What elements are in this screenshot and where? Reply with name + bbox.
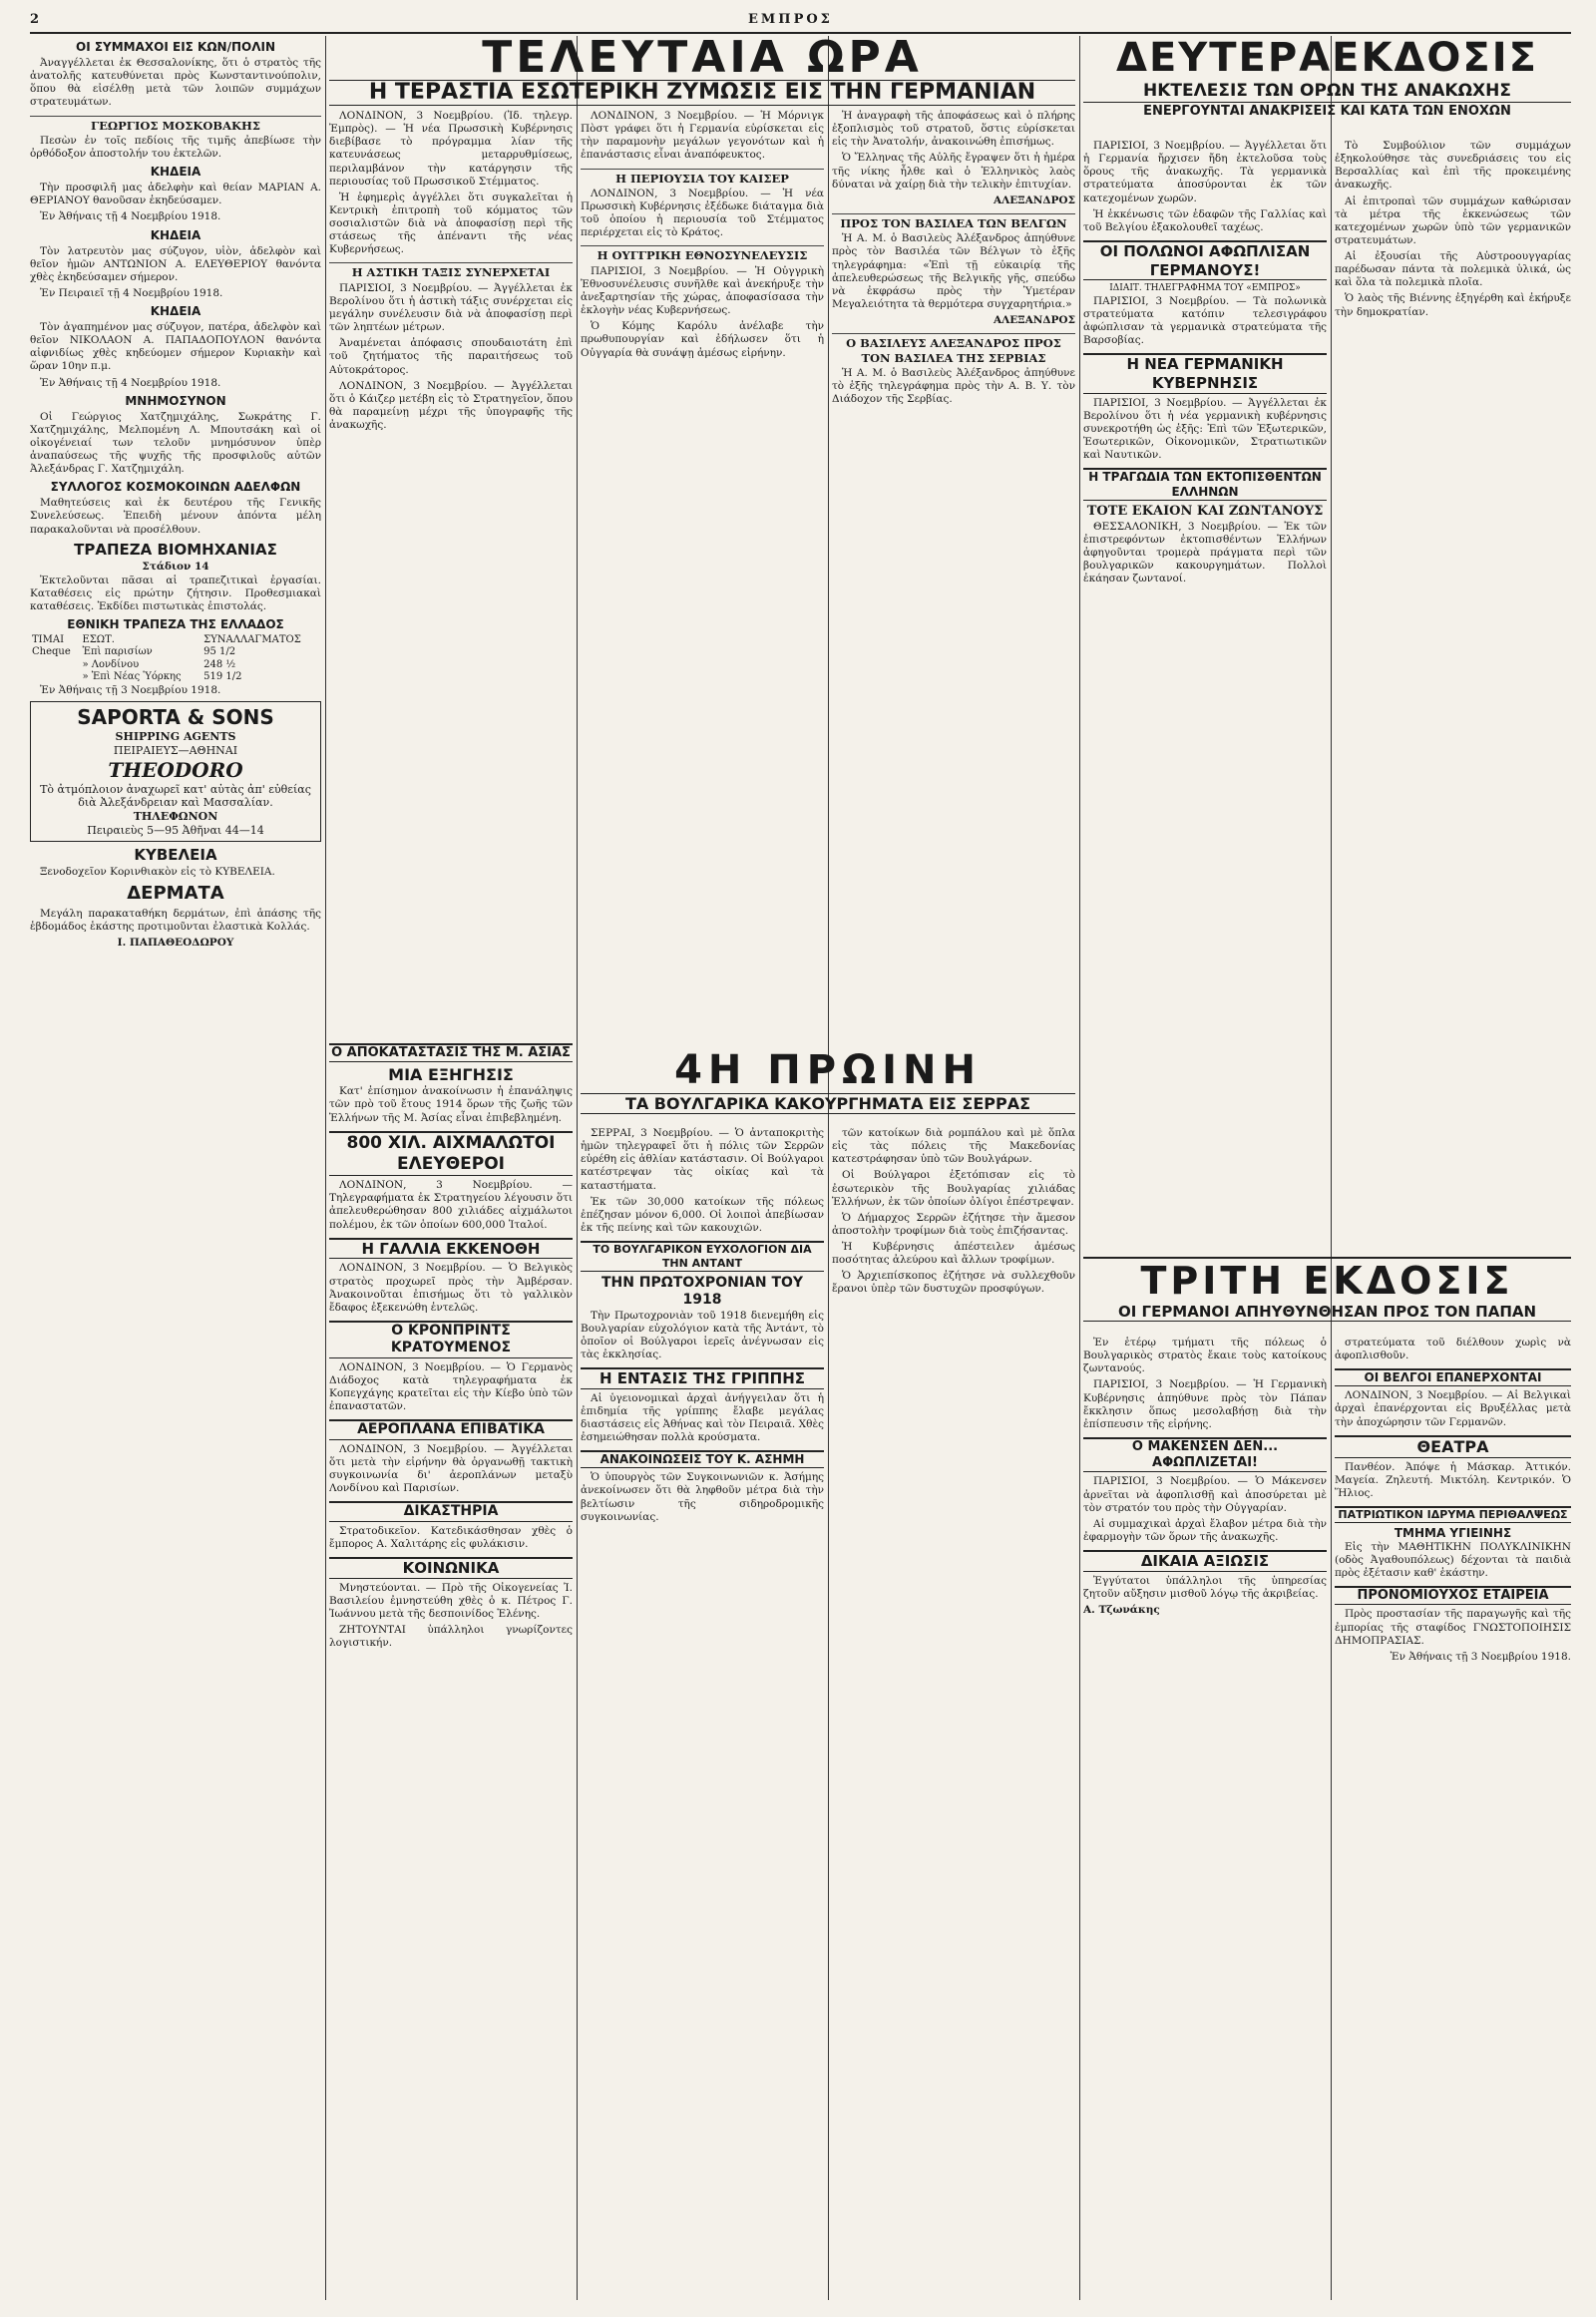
headline: ΚΟΙΝΩΝΙΚΑ bbox=[329, 1557, 573, 1579]
headline: ΤΟ ΒΟΥΛΓΑΡΙΚΟΝ ΕΥΧΟΛΟΓΙΟΝ ΔΙΑ ΤΗΝ ΑΝΤΑΝΤ bbox=[581, 1241, 824, 1272]
ad-subtitle: SHIPPING AGENTS bbox=[115, 730, 236, 743]
headline: ΘΕΑΤΡΑ bbox=[1335, 1435, 1571, 1458]
article-text: ΠΑΡΙΣΙΟΙ, 3 Νοεμβρίου. — Ὁ Μάκενσεν ἀρνεῖται νὰ ἀφοπλισθῇ καὶ ἀποσύρεται μὲ τὸν στρατόν του πρὸς τὴν Οὐγγαρίαν. bbox=[1083, 1475, 1327, 1514]
article-text: Τὴν προσφιλῆ μας ἀδελφὴν καὶ θείαν ΜΑΡΙΑΝ Α. ΘΕΡΙΑΝΟΥ θανοῦσαν ἐκηδεύσαμεν. bbox=[30, 182, 321, 207]
subheadline: ΤΟΤΕ ΕΚΑΙΟΝ ΚΑΙ ΖΩΝΤΑΝΟΥΣ bbox=[1086, 504, 1324, 520]
shipping-advertisement bbox=[30, 701, 321, 842]
headline: ΔΙΚΑΣΤΗΡΙΑ bbox=[329, 1501, 573, 1522]
headline: ΚΗΔΕΙΑ bbox=[150, 304, 201, 318]
headline: Η ΤΡΑΓΩΔΙΑ ΤΩΝ ΕΚΤΟΠΙΣΘΕΝΤΩΝ ΕΛΛΗΝΩΝ bbox=[1083, 468, 1327, 501]
table-header: ΤΙΜΑΙ bbox=[32, 633, 65, 645]
article-text: Ἐκτελοῦνται πᾶσαι αἱ τραπεζιτικαὶ ἐργασίαι. Καταθέσεις εἰς πρώτην ζήτησιν. Προθεσμιακαὶ καταθέσεις. Ἐκδίδει πιστωτικὰς ἐπιστολάς. bbox=[30, 574, 321, 612]
signature: Α. Τζωνάκης bbox=[1083, 1604, 1160, 1616]
third-edition-title: ΤΡΙΤΗ ΕΚΔΟΣΙΣ bbox=[1083, 1257, 1571, 1303]
third-edition-banner bbox=[1083, 1257, 1571, 1322]
headline: ΕΘΝΙΚΗ ΤΡΑΠΕΖΑ ΤΗΣ ΕΛΛΑΔΟΣ bbox=[67, 616, 284, 631]
headline: ΟΙ ΒΕΛΓΟΙ ΕΠΑΝΕΡΧΟΝΤΑΙ bbox=[1335, 1368, 1571, 1386]
second-edition-line: ΕΝΕΡΓΟΥΝΤΑΙ ΑΝΑΚΡΙΣΕΙΣ ΚΑΙ ΚΑΤΑ ΤΩΝ ΕΝΟΧΩΝ bbox=[1143, 104, 1511, 119]
article-text: Ὁ Ἀρχιεπίσκοπος ἐζήτησε νὰ συλλεχθοῦν ἔρανοι ὑπὲρ τῶν δυστυχῶν προσφύγων. bbox=[832, 1270, 1075, 1296]
article-text: ΠΑΡΙΣΙΟΙ, 3 Νοεμβρίου. — Ἡ Οὐγγρικὴ Ἐθνοσυνέλευσις συνῆλθε καὶ ἀνεκήρυξε τὴν ἀνεξαρτησίαν τῆς χώρας, ἀποφασίσασα τὴν ἐκλογὴν νέας Κυβερνήσεως. bbox=[581, 264, 824, 317]
article-text: ΠΑΡΙΣΙΟΙ, 3 Νοεμβρίου. — Ἀγγέλλεται ὅτι ἡ Γερμανία ἤρχισεν ἤδη ἐκτελοῦσα τοὺς ὅρους τῆς ἀνακωχῆς. Τὰ γερμανικὰ στρατεύματα ἀποσύρονται ἐκ τῶν κατεχομένων χωρῶν. bbox=[1083, 140, 1327, 204]
third-edition-subtitle: ΟΙ ΓΕΡΜΑΝΟΙ ΑΠΗΥΘΥΝΘΗΣΑΝ ΠΡΟΣ ΤΟΝ ΠΑΠΑΝ bbox=[1083, 1303, 1571, 1322]
article-text: Στρατοδικεῖον. Κατεδικάσθησαν χθὲς ὁ ἔμπορος Α. Χαλιτάρης εἰς φυλάκισιν. bbox=[329, 1524, 573, 1550]
article-text: ΠΑΡΙΣΙΟΙ, 3 Νοεμβρίου. — Ἡ Γερμανικὴ Κυβέρνησις ἀπηύθυνε πρὸς τὸν Πάπαν ἔκκλησιν ὅπως μεσολαβήσῃ διὰ τὴν ἐπίσπευσιν τῆς εἰρήνης. bbox=[1083, 1378, 1327, 1430]
article-text: ΛΟΝΔΙΝΟΝ, 3 Νοεμβρίου. — Ἡ νέα Πρωσσικὴ Κυβέρνησις ἐξέδωκε διάταγμα διὰ τοῦ ὁποίου ἡ περιουσία τοῦ Στέμματος περιέρχεται εἰς τὸ Κράτος. bbox=[581, 187, 824, 239]
main-banner-title: ΤΕΛΕΥΤΑΙΑ ΩΡΑ bbox=[482, 32, 923, 83]
article-text: Πεσὼν ἐν τοῖς πεδίοις τῆς τιμῆς ἀπεβίωσε τὴν ὀρθόδοξον ἀποστολήν του ἐκτελῶν. bbox=[30, 134, 321, 160]
article-text: Ἡ Α. Μ. ὁ Βασιλεὺς Ἀλέξανδρος ἀπηύθυνε πρὸς τὸν Βασιλέα τῶν Βέλγων τὸ ἑξῆς τηλεγράφημα: «Ἐπὶ τῇ εὐκαιρίᾳ τῆς ἀπελευθερώσεως τῆς Βελγικῆς γῆς, σπεύδω νὰ ἐκφράσω πρὸς τὴν Ὑμετέραν Μεγαλειότητα τὰ θερμότερα συγχαρητήρια.» bbox=[832, 232, 1075, 310]
article-text: Τὸν ἀγαπημένον μας σύζυγον, πατέρα, ἀδελφὸν καὶ θεῖον ΝΙΚΟΛΑΟΝ Α. ΠΑΠΑΔΟΠΟΥΛΟΝ θανόντα αἰφνιδίως χθὲς κηδεύομεν σήμερον Κυριακὴν καὶ ὥραν 10ην π.μ. bbox=[30, 321, 321, 373]
page-number: 2 bbox=[30, 12, 40, 27]
headline: Ο ΚΡΟΝΠΡΙΝΤΣ ΚΡΑΤΟΥΜΕΝΟΣ bbox=[329, 1321, 573, 1358]
article-text: ΛΟΝΔΙΝΟΝ, 3 Νοεμβρίου. — Ἀγγέλλεται ὅτι ὁ Κάιζερ μετέβη εἰς τὸ Στρατηγεῖον, ὅπου θὰ παραμείνῃ μέχρι τῆς ὑπογραφῆς τῆς ἀνακωχῆς. bbox=[329, 379, 573, 431]
table-header: ΕΣΩΤ. bbox=[82, 633, 115, 645]
article-text: Ἡ ἐκκένωσις τῶν ἐδαφῶν τῆς Γαλλίας καὶ τοῦ Βελγίου ἐξακολουθεῖ ταχέως. bbox=[1083, 207, 1327, 233]
article-text: Αἱ ἐξουσίαι τῆς Αὐστροουγγαρίας παρέδωσαν πάντα τὰ πολεμικὰ ὑλικά, ὡς καὶ ὅλα τὰ πολεμικὰ πλοῖα. bbox=[1335, 250, 1571, 289]
ad-title: SAPORTA & SONS bbox=[77, 705, 274, 729]
signature: ΑΛΕΞΑΝΔΡΟΣ bbox=[993, 193, 1075, 206]
article-text: Αἱ συμμαχικαὶ ἀρχαὶ ἔλαβον μέτρα διὰ τὴν ἐφαρμογὴν τῶν ὅρων τῆς ἀνακωχῆς. bbox=[1083, 1517, 1327, 1543]
article-text: ΠΑΡΙΣΙΟΙ, 3 Νοεμβρίου. — Ἀγγέλλεται ἐκ Βερολίνου ὅτι ἡ ἀστικὴ τάξις συνέρχεται εἰς μεγάλην συνέλευσιν διὰ νὰ ἀποφασίσῃ περὶ τῶν ληπτέων μέτρων. bbox=[329, 281, 573, 334]
article-text: Ἡ Κυβέρνησις ἀπέστειλεν ἀμέσως ποσότητας ἀλεύρου καὶ ἄλλων τροφίμων. bbox=[832, 1241, 1075, 1267]
headline: ΔΙΚΑΙΑ ΑΞΙΩΣΙΣ bbox=[1083, 1550, 1327, 1572]
article-text: Ἡ ἐφημερὶς ἀγγέλλει ὅτι συγκαλεῖται ἡ Κεντρικὴ ἐπιτροπὴ τοῦ κόμματος τῶν σοσιαλιστῶν διὰ νὰ ἀποφασίσῃ περὶ τῆς στάσεως τῆς ἀπέναντι τῆς νέας Κυβερνήσεως. bbox=[329, 191, 573, 256]
4am-banner-subtitle: ΤΑ ΒΟΥΛΓΑΡΙΚΑ ΚΑΚΟΥΡΓΗΜΑΤΑ ΕΙΣ ΣΕΡΡΑΣ bbox=[581, 1093, 1075, 1114]
signature: ΑΛΕΞΑΝΔΡΟΣ bbox=[993, 314, 1075, 326]
signature: Ι. ΠΑΠΑΘΕΟΔΩΡΟΥ bbox=[117, 937, 234, 950]
article-text: ΛΟΝΔΙΝΟΝ, 3 Νοεμβρίου. — Ὁ Βελγικὸς στρατὸς προχωρεῖ πρὸς τὴν Ἀμβέρσαν. Ἀνακοινοῦται ἐπισήμως ὅτι τὸ γαλλικὸν ἔδαφος ἐξεκενώθη ἐντελῶς. bbox=[329, 1262, 573, 1314]
article-text: Πρὸς προστασίαν τῆς παραγωγῆς καὶ τῆς ἐμπορίας τῆς σταφίδος ΓΝΩΣΤΟΠΟΙΗΣΙΣ ΔΗΜΟΠΡΑΣΙΑΣ. bbox=[1335, 1608, 1571, 1647]
headline: Η ΕΝΤΑΣΙΣ ΤΗΣ ΓΡΙΠΠΗΣ bbox=[581, 1367, 824, 1389]
headline: Ο ΜΑΚΕΝΣΕΝ ΔΕΝ... ΑΦΩΠΛΙΖΕΤΑΙ! bbox=[1083, 1437, 1327, 1473]
article-text: Αἱ ἐπιτροπαὶ τῶν συμμάχων καθώρισαν τὰ μέτρα τῆς ἐκκενώσεως τῶν κατεχομένων χωρῶν ὑπὸ τῶν γερμανικῶν στρατευμάτων. bbox=[1335, 194, 1571, 246]
column-4-bottom bbox=[832, 1127, 1075, 2300]
article-text: Ἡ Α. Μ. ὁ Βασιλεὺς Ἀλέξανδρος ἀπηύθυνε τὸ ἑξῆς τηλεγράφημα πρὸς τὴν Α. Β. Υ. τὸν Διάδοχον τῆς Σερβίας. bbox=[832, 366, 1075, 406]
table-cell: Cheque bbox=[32, 646, 71, 658]
article-text: ΛΟΝΔΙΝΟΝ, 3 Νοεμβρίου. — Ἡ Μόρνιγκ Πὸστ γράφει ὅτι ἡ Γερμανία εὑρίσκεται εἰς τὴν παραμονὴν μεγάλων γεγονότων καὶ ἡ ἐπανάστασις εἶναι ἀναπόφευκτος. bbox=[581, 110, 824, 162]
article-text: Ἐν ἑτέρῳ τμήματι τῆς πόλεως ὁ Βουλγαρικὸς στρατὸς ἔκαιε τοὺς κατοίκους ζωντανούς. bbox=[1083, 1337, 1327, 1375]
headline: Ο ΒΑΣΙΛΕΥΣ ΑΛΕΞΑΝΔΡΟΣ ΠΡΟΣ ΤΟΝ ΒΑΣΙΛΕΑ ΤΗΣ ΣΕΡΒΙΑΣ bbox=[832, 333, 1075, 365]
article-text: Οἱ Βούλγαροι ἐξετόπισαν εἰς τὸ ἐσωτερικὸν τῆς Βουλγαρίας χιλιάδας Ἑλλήνων, ἐκ τῶν ὁποίων ὀλίγοι ἐπέστρεψαν. bbox=[832, 1169, 1075, 1208]
column-rule bbox=[828, 36, 829, 2300]
headline: ΟΙ ΣΥΜΜΑΧΟΙ ΕΙΣ ΚΩΝ/ΠΟΛΙΝ bbox=[76, 40, 275, 54]
article-text: Εἰς τὴν ΜΑΘΗΤΙΚΗΝ ΠΟΛΥΚΛΙΝΙΚΗΝ (οδὸς Ἀγαθουπόλεως) δέχονται τὰ παιδιὰ πρὸς ἐξέτασιν καθ' ἑκάστην. bbox=[1335, 1540, 1571, 1579]
article-text: Κατ' ἐπίσημον ἀνακοίνωσιν ἡ ἐπανάληψις τῶν πρὸ τοῦ ἔτους 1914 ὅρων τῆς ζωῆς τῶν Ἑλλήνων τῆς Μ. Ἀσίας εἶναι ἐπιβεβλημένη. bbox=[329, 1085, 573, 1124]
4am-banner-title: 4Η ΠΡΩΙΝΗ bbox=[674, 1047, 982, 1093]
table-cell: 519 1/2 bbox=[203, 671, 242, 683]
article-text: Ἐγγύτατοι ὑπάλληλοι τῆς ὑπηρεσίας ζητοῦν αὔξησιν μισθοῦ λόγῳ τῆς ἀκριβείας. bbox=[1083, 1574, 1327, 1600]
main-banner-subtitle: Η ΤΕΡΑΣΤΙΑ ΕΣΩΤΕΡΙΚΗ ΖΥΜΩΣΙΣ ΕΙΣ ΤΗΝ ΓΕΡΜΑΝΙΑΝ bbox=[329, 80, 1075, 106]
subheadline: ΙΔΙΑΙΤ. ΤΗΛΕΓΡΑΦΗΜΑ ΤΟΥ «ΕΜΠΡΟΣ» bbox=[1109, 283, 1301, 294]
second-edition-title: ΔΕΥΤΕΡΑΕΚΔΟΣΙΣ bbox=[1116, 35, 1538, 81]
article-text: Ὁ Ἔλληνας τῆς Αὐλῆς ἔγραψεν ὅτι ἡ ἡμέρα τῆς νίκης ἦλθε καὶ ὁ Ἑλληνικὸς λαὸς δύναται νὰ χαίρῃ διὰ τὴν τελικὴν ἐπιτυχίαν. bbox=[832, 152, 1075, 191]
column-2-bottom bbox=[329, 1037, 573, 2300]
table-row bbox=[30, 646, 321, 659]
column-rule bbox=[1079, 36, 1080, 2300]
column-4-top bbox=[832, 110, 1075, 788]
article-text: Ὁ ὑπουργὸς τῶν Συγκοινωνιῶν κ. Ἀσήμης ἀνεκοίνωσεν ὅτι θὰ ληφθοῦν μέτρα διὰ τὴν βελτίωσιν τῆς σιδηροδρομικῆς συγκοινωνίας. bbox=[581, 1471, 824, 1523]
headline: Ο ΑΠΟΚΑΤΑΣΤΑΣΙΣ ΤΗΣ Μ. ΑΣΙΑΣ bbox=[329, 1043, 573, 1062]
headline: ΑΕΡΟΠΛΑΝΑ ΕΠΙΒΑΤΙΚΑ bbox=[329, 1419, 573, 1440]
table-cell: » Λονδίνου bbox=[82, 658, 140, 670]
headline: Η ΝΕΑ ΓΕΡΜΑΝΙΚΗ ΚΥΒΕΡΝΗΣΙΣ bbox=[1083, 353, 1327, 394]
table-cell: 248 ½ bbox=[203, 658, 236, 670]
table-cell: » Ἐπὶ Νέας Ὑόρκης bbox=[82, 671, 182, 683]
headline: ΓΕΩΡΓΙΟΣ ΜΟΣΚΟΒΑΚΗΣ bbox=[30, 116, 321, 133]
headline: ΠΡΟΣ ΤΟΝ ΒΑΣΙΛΕΑ ΤΩΝ ΒΕΛΓΩΝ bbox=[832, 213, 1075, 230]
column-5-bottom bbox=[1083, 1337, 1327, 2300]
column-rule bbox=[577, 36, 578, 2300]
second-edition-subtitle: ΗΚΤΕΛΕΣΙΣ ΤΩΝ ΟΡΩΝ ΤΗΣ ΑΝΑΚΩΧΗΣ bbox=[1083, 80, 1571, 103]
newspaper-name: ΕΜΠΡΟΣ bbox=[748, 12, 833, 27]
ad-ship-name: THEODORO bbox=[108, 757, 243, 782]
ad-text: Τὸ ἀτμόπλοιον ἀναχωρεῖ κατ' αὐτὰς ἀπ' εὐθείας διὰ Ἀλεξάνδρειαν καὶ Μασσαλίαν. bbox=[40, 782, 311, 810]
headline: ΣΥΛΛΟΓΟΣ ΚΟΣΜΟΚΟΙΝΩΝ ΑΔΕΛΦΩΝ bbox=[50, 480, 301, 495]
article-text: Μεγάλη παρακαταθήκη δερμάτων, ἐπὶ ἁπάσης τῆς ἑβδομάδος ἑκάστης προτιμοῦνται ἐλαστικὰ Κολλάς. bbox=[30, 907, 321, 933]
column-1 bbox=[30, 36, 321, 2300]
article-text: Ἀναγγέλλεται ἐκ Θεσσαλονίκης, ὅτι ὁ στρατὸς τῆς ἀνατολῆς κατευθύνεται πρὸς Κωνσταντινούπολιν, ὅπου θὰ εἰσέλθῃ μετὰ τῶν λοιπῶν συμμάχων στρατευμάτων. bbox=[30, 57, 321, 109]
column-3-top bbox=[581, 110, 824, 688]
article-text: ΛΟΝΔΙΝΟΝ, 3 Νοεμβρίου. — Αἱ Βελγικαὶ ἀρχαὶ ἐπανέρχονται εἰς Βρυξέλλας μετὰ τὴν ἀποχώρησιν τῶν Γερμανῶν. bbox=[1335, 1389, 1571, 1428]
headline: Η ΟΥΓΓΡΙΚΗ ΕΘΝΟΣΥΝΕΛΕΥΣΙΣ bbox=[581, 245, 824, 262]
subheadline: ΤΗΝ ΠΡΩΤΟΧΡΟΝΙΑΝ ΤΟΥ 1918 bbox=[600, 1274, 804, 1308]
column-2-top bbox=[329, 110, 573, 788]
headline: ΚΥΒΕΛΕΙΑ bbox=[134, 845, 217, 864]
table-cell bbox=[30, 671, 80, 684]
column-6-bottom bbox=[1335, 1337, 1571, 2300]
table-cell: Ἐπὶ παρισίων bbox=[82, 646, 153, 658]
masthead bbox=[30, 10, 1571, 34]
article-text: Ὁ λαὸς τῆς Βιέννης ἐξηγέρθη καὶ ἐκήρυξε τὴν δημοκρατίαν. bbox=[1335, 292, 1571, 318]
headline: Η ΑΣΤΙΚΗ ΤΑΞΙΣ ΣΥΝΕΡΧΕΤΑΙ bbox=[329, 262, 573, 279]
headline: ΚΗΔΕΙΑ bbox=[150, 227, 201, 242]
article-text: Ὁ Δήμαρχος Σερρῶν ἐζήτησε τὴν ἄμεσον ἀποστολὴν τροφίμων διὰ τοὺς ἐπιζήσαντας. bbox=[832, 1211, 1075, 1237]
ad-city: ΠΕΙΡΑΙΕΥΣ—ΑΘΗΝΑΙ bbox=[113, 743, 238, 757]
table-cell: 95 1/2 bbox=[203, 646, 236, 658]
article-text: τῶν κατοίκων διὰ ρομπάλου καὶ μὲ ὅπλα εἰς τὰς πόλεις τῆς Μακεδονίας κατεστράφησαν ὑπὸ τῶν Βουλγάρων. bbox=[832, 1127, 1075, 1166]
column-6-top bbox=[1335, 140, 1571, 1247]
headline: ΚΗΔΕΙΑ bbox=[150, 165, 201, 180]
table-row bbox=[30, 671, 321, 684]
headline: Η ΠΕΡΙΟΥΣΙΑ ΤΟΥ ΚΑΙΣΕΡ bbox=[581, 169, 824, 186]
headline: 800 ΧΙΛ. ΑΙΧΜΑΛΩΤΟΙ ΕΛΕΥΘΕΡΟΙ bbox=[329, 1131, 573, 1177]
column-rule bbox=[1331, 36, 1332, 2300]
newspaper-page bbox=[30, 10, 1571, 2304]
article-text: Ξενοδοχεῖον Κορινθιακὸν εἰς τὸ ΚΥΒΕΛΕΙΑ. bbox=[40, 866, 275, 879]
article-text: ΛΟΝΔΙΝΟΝ, 3 Νοεμβρίου. — Τηλεγραφήματα ἐκ Στρατηγείου λέγουσιν ὅτι ἀπελευθερώθησαν 800 χιλιάδες αἰχμάλωτοι πολέμου, ἐκ τῶν ὁποίων 600,000 Ἰταλοί. bbox=[329, 1179, 573, 1231]
main-banner bbox=[329, 32, 1075, 106]
table-header: ΣΥΝΑΛΛΑΓΜΑΤΟΣ bbox=[203, 633, 301, 645]
table-header-row bbox=[30, 634, 321, 647]
second-edition-banner bbox=[1083, 36, 1571, 136]
table-cell bbox=[30, 659, 80, 672]
headline: Η ΓΑΛΛΙΑ ΕΚΚΕΝΟΘΗ bbox=[329, 1238, 573, 1260]
article-text: ΛΟΝΔΙΝΟΝ, 3 Νοεμβρίου. (Ἰδ. τηλεγρ. Ἐμπρὸς). — Ἡ νέα Πρωσσικὴ Κυβέρνησις διεβίβασε τὸ πρόγραμμα λίαν τῆς κατευνάσεως μεταρρυθμίσεως, περιλαμβάνον τὴν κατάργησιν τῆς περιουσίας τοῦ Πρωσσικοῦ Στέμματος. bbox=[329, 110, 573, 188]
ad-phones: Πειραιεὺς 5—95 Ἀθῆναι 44—14 bbox=[87, 823, 264, 837]
column-rule bbox=[325, 36, 326, 2300]
headline: ΠΡΟΝΟΜΙΟΥΧΟΣ ΕΤΑΙΡΕΙΑ bbox=[1335, 1586, 1571, 1605]
article-text: Τὴν Πρωτοχρονιὰν τοῦ 1918 διενεμήθη εἰς Βουλγαρίαν εὐχολόγιον κατὰ τῆς Ἀντάντ, τὸ ὁποῖον οἱ Βούλγαροι ἱερεῖς ἀνέγνωσαν εἰς τὰς ἐκκλησίας. bbox=[581, 1309, 824, 1360]
article-text: Ἐν Ἀθήναις τῇ 4 Νοεμβρίου 1918. bbox=[40, 376, 221, 389]
headline: ΟΙ ΠΟΛΩΝΟΙ ΑΦΩΠΛΙΣΑΝ ΓΕΡΜΑΝΟΥΣ! bbox=[1083, 240, 1327, 281]
article-text: ΘΕΣΣΑΛΟΝΙΚΗ, 3 Νοεμβρίου. — Ἐκ τῶν ἐπιστρεφόντων ἐκτοπισθέντων Ἑλλήνων ἀφηγοῦνται τρομερὰ πράγματα περὶ τῶν βουλγαρικῶν κακουργημάτων. Πολλοὶ ἐκάησαν ζωντανοί. bbox=[1083, 520, 1327, 584]
4am-banner bbox=[581, 1047, 1075, 1114]
article-text: Ἐν Πειραιεῖ τῇ 4 Νοεμβρίου 1918. bbox=[40, 286, 223, 299]
article-text: Ἡ ἀναγραφὴ τῆς ἀποφάσεως καὶ ὁ πλήρης ἐξοπλισμὸς τοῦ στρατοῦ, ὅστις εὑρίσκεται εἰς τὴν Ἀνατολήν, ἀνακοινώθη ἐπισήμως. bbox=[832, 110, 1075, 149]
article-text: ΖΗΤΟΥΝΤΑΙ ὑπάλληλοι γνωρίζοντες λογιστικήν. bbox=[329, 1624, 573, 1650]
table-row bbox=[30, 659, 321, 672]
article-text: Μαθητεύσεις καὶ ἐκ δευτέρου τῆς Γενικῆς Συνελεύσεως. Ἐπειδὴ μένουν ἀπόντα μέλη παρακαλοῦνται νὰ προσέλθουν. bbox=[30, 497, 321, 536]
article-text: Αἱ ὑγειονομικαὶ ἀρχαὶ ἀνήγγειλαν ὅτι ἡ ἐπιδημία τῆς γρίππης ἔλαβε μεγάλας διαστάσεις εἰς Ἀθήνας καὶ τὸν Πειραιᾶ. Χθὲς ἐσημειώθησαν πολλὰ κρούσματα. bbox=[581, 1391, 824, 1444]
exchange-rates-table bbox=[30, 634, 321, 684]
headline: ΠΑΤΡΙΩΤΙΚΟΝ ΙΔΡΥΜΑ ΠΕΡΙΘΑΛΨΕΩΣ bbox=[1335, 1506, 1571, 1523]
article-text: Οἱ Γεώργιος Χατζημιχάλης, Σωκράτης Γ. Χατζημιχάλης, Μελπομένη Λ. Μπουτσάκη καὶ οἱ οἰκογένειαί των τελοῦν μνημόσυνον ὑπὲρ ἀναπαύσεως τῆς ψυχῆς τῆς προσφιλοῦς αὐτῶν Ἀλεξάνδρας Γ. Χατζημιχάλη. bbox=[30, 410, 321, 476]
headline: ΔΕΡΜΑΤΑ bbox=[127, 883, 224, 905]
article-text: Ἀναμένεται ἀπόφασις σπουδαιοτάτη ἐπὶ τοῦ ζητήματος τῆς παραιτήσεως τοῦ Αὐτοκράτορος. bbox=[329, 337, 573, 376]
subheadline: ΤΜΗΜΑ ΥΓΙΕΙΝΗΣ bbox=[1394, 1525, 1512, 1540]
article-text: ΠΑΡΙΣΙΟΙ, 3 Νοεμβρίου. — Τὰ πολωνικὰ στρατεύματα κατόπιν τελεσιγράφου ἀφώπλισαν τὰ γερμανικὰ στρατεύματα τῆς Βαρσοβίας. bbox=[1083, 294, 1327, 346]
ad-phone-label: ΤΗΛΕΦΩΝΟΝ bbox=[133, 810, 218, 823]
article-text: ΠΑΡΙΣΙΟΙ, 3 Νοεμβρίου. — Ἀγγέλλεται ἐκ Βερολίνου ὅτι ἡ νέα γερμανικὴ κυβέρνησις συνεκροτήθη ὡς ἑξῆς: Ἐπὶ τῶν Ἐξωτερικῶν, Ἐσωτερικῶν, Οἰκονομικῶν, Στρατιωτικῶν καὶ Ναυτικῶν. bbox=[1083, 396, 1327, 462]
article-text: Ἐν Ἀθήναις τῇ 4 Νοεμβρίου 1918. bbox=[40, 210, 221, 223]
article-text: Ἐκ τῶν 30,000 κατοίκων τῆς πόλεως ἐπέζησαν μόνον 6,000. Οἱ λοιποὶ ἀπεβίωσαν ἐκ τῆς πείνης καὶ τῶν κακουχιῶν. bbox=[581, 1195, 824, 1234]
article-text: Μνηστεύονται. — Πρὸ τῆς Οἰκογενείας Ἰ. Βασιλείου ἐμνηστεύθη χθὲς ὁ κ. Πέτρος Γ. Ἰωάννου μετὰ τῆς δεσποινίδος Ἑλένης. bbox=[329, 1581, 573, 1621]
article-text: στρατεύματα τοῦ διέλθουν χωρὶς νὰ ἀφοπλισθοῦν. bbox=[1335, 1337, 1571, 1362]
article-text: Ὁ Κόμης Καρόλυ ἀνέλαβε τὴν πρωθυπουργίαν καὶ ἐδήλωσεν ὅτι ἡ Οὐγγαρία θὰ συνάψῃ ἀμέσως εἰρήνην. bbox=[581, 320, 824, 359]
article-text: ΛΟΝΔΙΝΟΝ, 3 Νοεμβρίου. — Ἀγγέλλεται ὅτι μετὰ τὴν εἰρήνην θὰ ὀργανωθῇ τακτικὴ συγκοινωνία δι' ἀεροπλάνων μεταξὺ Λονδίνου καὶ Παρισίων. bbox=[329, 1442, 573, 1495]
headline: ΜΝΗΜΟΣΥΝΟΝ bbox=[125, 393, 226, 408]
article-text: Ἐν Ἀθήναις τῇ 3 Νοεμβρίου 1918. bbox=[40, 683, 221, 696]
column-3-bottom bbox=[581, 1127, 824, 2300]
article-text: ΣΕΡΡΑΙ, 3 Νοεμβρίου. — Ὁ ἀνταποκριτὴς ἡμῶν τηλεγραφεῖ ὅτι ἡ πόλις τῶν Σερρῶν εὑρέθη εἰς ἀθλίαν κατάστασιν. Οἱ Βούλγαροι κατέστρεψαν τὰς οἰκίας καὶ τὰ καταστήματα. bbox=[581, 1127, 824, 1192]
article-text: ΛΟΝΔΙΝΟΝ, 3 Νοεμβρίου. — Ὁ Γερμανὸς Διάδοχος κατὰ τηλεγραφήματα ἐκ Κοπεγχάγης κρατεῖται εἰς τὴν Κίεβο ὑπὸ τῶν ἐπαναστατῶν. bbox=[329, 1360, 573, 1413]
column-5-top bbox=[1083, 140, 1327, 1247]
article-text: Τὸν λατρευτὸν μας σύζυγον, υἱὸν, ἀδελφὸν καὶ θεῖον ἡμῶν ΑΝΤΩΝΙΟΝ Α. ΕΛΕΥΘΕΡΙΟΥ θανόντα χθὲς ἐκηδεύσαμεν σήμερον. bbox=[30, 244, 321, 283]
subheadline: ΜΙΑ ΕΞΗΓΗΣΙΣ bbox=[388, 1065, 514, 1085]
article-text: Πανθέον. Ἀπόψε ἡ Μάσκαρ. Ἀττικόν. Μαγεία. Ζηλευτή. Μικτόλη. Κεντρικόν. Ὁ Ἥλιος. bbox=[1335, 1460, 1571, 1499]
dateline: Ἐν Ἀθήναις τῇ 3 Νοεμβρίου 1918. bbox=[1390, 1650, 1571, 1663]
headline: ΤΡΑΠΕΖΑ ΒΙΟΜΗΧΑΝΙΑΣ bbox=[74, 540, 277, 559]
headline: ΑΝΑΚΟΙΝΩΣΕΙΣ ΤΟΥ Κ. ΑΣΗΜΗ bbox=[581, 1450, 824, 1468]
subheadline: Στάδιον 14 bbox=[142, 561, 209, 574]
article-text: Τὸ Συμβούλιον τῶν συμμάχων ἐξηκολούθησε τὰς συνεδριάσεις του εἰς Βερσαλλίας καὶ ἐπὶ τῆς προκειμένης ἀνακωχῆς. bbox=[1335, 140, 1571, 192]
